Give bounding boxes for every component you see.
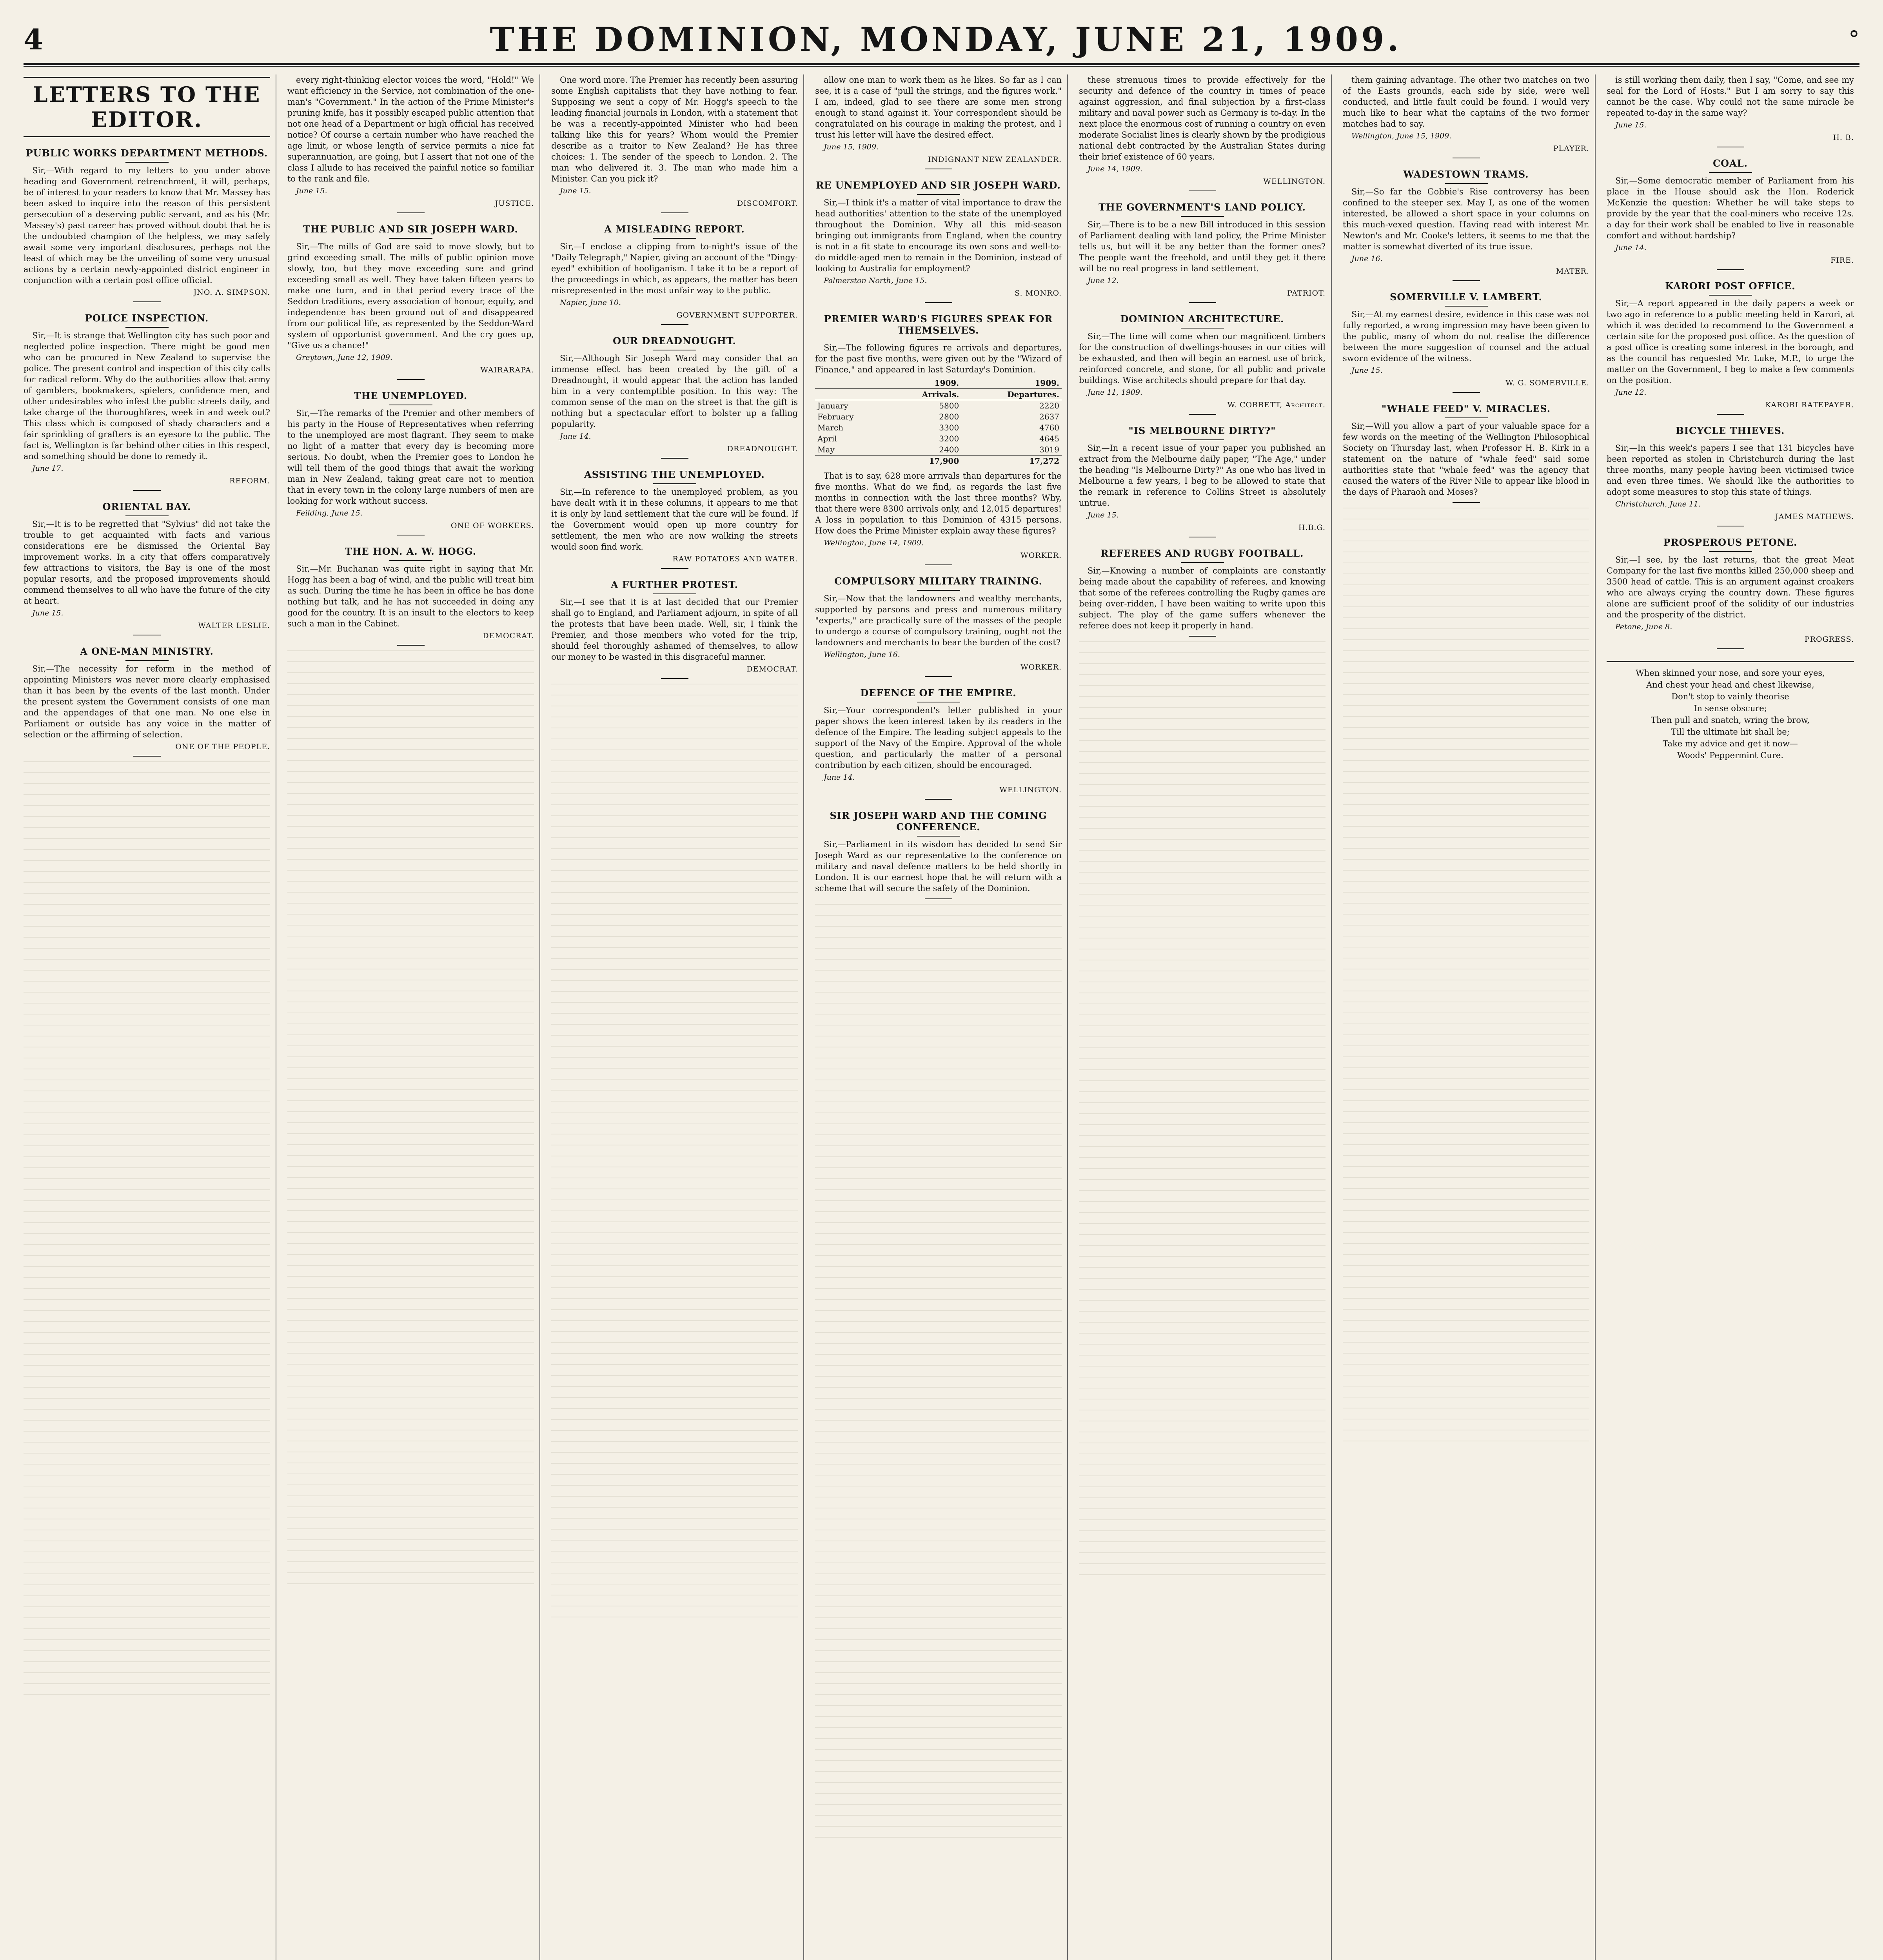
column-7 — [1607, 74, 1859, 1960]
table-row — [815, 400, 1062, 412]
column-4 — [815, 74, 1068, 1960]
letter-article — [24, 646, 270, 757]
letter-article — [551, 74, 798, 213]
letter-body: Sir,—In reference to the unemployed problem, as you have dealt with it in these columns, it appears to me that it is only by land settlement that the cure will be found. If the Government would open up more country for settlement, the men who are now walking the streets would soon find work. — [551, 487, 798, 552]
letter-signature: WORKER. — [1020, 663, 1062, 671]
letter-place-date: June 15, 1909. — [824, 143, 879, 151]
letter-place-date: June 17. — [32, 464, 64, 473]
column-3 — [551, 74, 804, 1960]
table-subheader-cell: Arrivals. — [888, 389, 961, 400]
advert-line: Take my advice and get it now— — [1663, 739, 1798, 748]
advert-line: When skinned your nose, and sore your eyes, — [1636, 668, 1825, 678]
table-total-cell: 17,272 — [961, 456, 1062, 467]
letter-body: Sir,—I think it's a matter of vital importance to draw the head authorities' attention to the state of the unemployed throughout the Dominion. Why all this mid-season bringing out immigrants from England, when the country is not in a fit state to encourage its own sons and well-to-do middle-aged men to remain in the Dominion, instead of looking to Australia for employment? — [815, 198, 1062, 273]
letter-place-date: Palmerston North, June 15. — [824, 276, 927, 285]
letter-separator — [1453, 392, 1480, 393]
arrivals-departures-table — [815, 377, 1062, 466]
letter-separator — [397, 212, 425, 213]
letter-separator — [1717, 648, 1744, 649]
letter-article — [287, 546, 534, 646]
column-text-continuation — [24, 761, 270, 1702]
letter-place-date: Feilding, June 15. — [296, 509, 363, 517]
letter-article — [24, 312, 270, 491]
letter-place-date: June 15. — [560, 187, 591, 195]
letter-place-date: June 14. — [560, 432, 591, 441]
letter-article — [551, 579, 798, 679]
letter-article — [1079, 548, 1326, 637]
letter-title: COMPULSORY MILITARY TRAINING. — [815, 575, 1062, 591]
letter-article — [1607, 537, 1854, 649]
letter-title: PROSPEROUS PETONE. — [1607, 537, 1854, 552]
letter-title: ASSISTING THE UNEMPLOYED. — [551, 469, 798, 484]
letter-article — [1079, 201, 1326, 303]
column-5 — [1079, 74, 1332, 1960]
table-subheader-cell: Departures. — [961, 389, 1062, 400]
letter-signature: FIRE. — [1830, 256, 1854, 265]
letter-signature: DISCOMFORT. — [737, 199, 798, 208]
column-text-continuation — [1079, 641, 1326, 1582]
letter-title: "WHALE FEED" V. MIRACLES. — [1343, 403, 1589, 418]
letter-title: A ONE-MAN MINISTRY. — [24, 646, 270, 661]
table-cell: 2220 — [1039, 401, 1059, 410]
letter-title: PUBLIC WORKS DEPARTMENT METHODS. — [24, 147, 270, 163]
letter-place-date: June 15. — [296, 187, 327, 195]
letter-place-date: June 15. — [1351, 366, 1383, 375]
table-cell: 2400 — [939, 445, 959, 454]
letter-body: Sir,—The mills of God are said to move slowly, but to grind exceeding small. The mills of public opinion move slowly, too, but they move exceeding sure and grind exceeding small as well. They have taken fifteen years to make one turn, and in that period every trace of the Seddon traditions, every association of honour, equity, and independence has been ground out of and disappeared from our political life, as represented by the Seddon-Ward system of opportunist government. And the cry goes up, "Give us a chance!" — [287, 242, 534, 350]
letter-body: Sir,—So far the Gobbie's Rise controversy has been confined to the steeper sex. May I, as one of the women interested, be allowed a short space in your columns on this much-vexed question. Having read with interest Mr. Newton's and Mr. Cooke's letters, it seems to me that the matter is somewhat diverted of its true issue. — [1343, 187, 1589, 251]
letter-separator — [1453, 502, 1480, 503]
letter-article — [815, 470, 1062, 565]
column-6 — [1343, 74, 1596, 1960]
table-row — [815, 433, 1062, 444]
letter-article — [1343, 403, 1589, 503]
letter-body: Sir,—Will you allow a part of your valuable space for a few words on the meeting of the Wellington Philosophical Society on Thursday last, when Professor H. B. Kirk in a statement on the nature of "whale feed" said some authorities state that "whale feed" was the agency that caused the waters of the River Nile to appear like blood in the days of Pharaoh and Moses? — [1343, 421, 1589, 497]
letter-title: OUR DREADNOUGHT. — [551, 335, 798, 350]
letter-signature: WELLINGTON. — [999, 786, 1062, 794]
letter-place-date: June 14, 1909. — [1088, 165, 1143, 173]
table-cell: March — [817, 423, 844, 432]
column-7-letters — [1607, 74, 1854, 649]
table-cell: 5800 — [939, 401, 959, 410]
letter-body: these strenuous times to provide effectively for the security and defence of the country in times of peace against aggression, and final subjection by a first-class military and naval power such as Germany is to-day. In the next place the enormous cost of running a country on even moderate Socialist lines is clearly shown by the prodigious national debt contracted by the Australian States during their brief existence of 60 years. — [1079, 75, 1326, 162]
letter-signature: KARORI RATEPAYER. — [1765, 401, 1854, 409]
table-header-cell — [815, 377, 888, 389]
letter-signature: MATER. — [1556, 267, 1589, 276]
letter-separator — [661, 458, 688, 459]
letter-article — [1343, 291, 1589, 393]
letter-separator — [397, 379, 425, 380]
table-cell: 2637 — [1039, 412, 1059, 421]
letter-separator — [1717, 414, 1744, 415]
letter-signature: S. MONRO. — [1015, 289, 1062, 298]
letter-title: DOMINION ARCHITECTURE. — [1079, 313, 1326, 328]
letter-separator — [133, 490, 161, 491]
letter-separator — [1717, 269, 1744, 270]
letter-body: every right-thinking elector voices the word, "Hold!" We want efficiency in the Service, not combination of the one-man's "Government." In the action of the Prime Minister's pruning knife, has it possibly escaped public attention that not one head of a Department or high official has received notice? Of course a certain number who have reached the age limit, or whose length of service permits a nice fat superannuation, are going, but I assert that not one of the class I allude to has received the painful notice so familiar to the rank and file. — [287, 75, 534, 183]
masthead — [24, 16, 1859, 65]
letter-separator — [133, 756, 161, 757]
letter-signature: H.B.G. — [1298, 523, 1326, 532]
letter-title: REFEREES AND RUGBY FOOTBALL. — [1079, 548, 1326, 563]
letter-article — [815, 313, 1062, 375]
letter-place-date: June 14. — [1615, 243, 1647, 252]
letter-place-date: June 12. — [1615, 388, 1647, 397]
column-text-continuation — [551, 684, 798, 1624]
letter-place-date: Napier, June 10. — [560, 298, 621, 307]
letter-signature: INDIGNANT NEW ZEALANDER. — [928, 155, 1062, 164]
letter-signature: H. B. — [1833, 133, 1854, 142]
letter-article — [1607, 280, 1854, 415]
letter-signature: WAIRARAPA. — [480, 366, 534, 374]
letter-separator — [661, 568, 688, 569]
letter-article — [287, 390, 534, 535]
table-cell: January — [817, 401, 848, 410]
letter-body: Sir,—Your correspondent's letter published in your paper shows the keen interest taken by its readers in the defence of the Empire. The leading subject appeals to the support of the Navy of the Empire. Approval of the whole question, and particularly the matter of a personal contribution by each citizen, should be encouraged. — [815, 706, 1062, 770]
letter-article — [1607, 425, 1854, 526]
letter-separator — [925, 302, 952, 303]
letter-signature: JUSTICE. — [495, 199, 534, 208]
letter-title: "IS MELBOURNE DIRTY?" — [1079, 425, 1326, 440]
advert-line: Till the ultimate hit shall be; — [1671, 727, 1790, 737]
letter-article — [1079, 74, 1326, 191]
table-cell: May — [817, 445, 835, 454]
letter-place-date: June 11, 1909. — [1088, 388, 1143, 397]
letter-article — [1607, 158, 1854, 270]
column-text-continuation — [287, 650, 534, 1591]
letter-place-date: June 15. — [1088, 511, 1119, 519]
letter-body: Sir,—Knowing a number of complaints are constantly being made about the capability of referees, and knowing that some of the referees controlling the Rugby games are being over-ridden, I have been waiting to write upon this subject. The play of the game suffers whenever the referee does not keep it properly in hand. — [1079, 566, 1326, 630]
letter-signature: GOVERNMENT SUPPORTER. — [676, 311, 798, 319]
letter-article — [815, 180, 1062, 303]
letter-signature: JNO. A. SIMPSON. — [193, 288, 270, 297]
table-subheader-row — [815, 389, 1062, 400]
letter-body: Sir,—I see that it is at last decided that our Premier shall go to England, and Parliament adjourn, in spite of all the protests that have been made. Well, sir, I think the Premier, and those members who voted for the trip, should feel thoroughly ashamed of themselves, to allow our money to be wasted in this disgraceful manner. — [551, 597, 798, 662]
letter-body: Sir,—Parliament in its wisdom has decided to send Sir Joseph Ward as our representative to the conference on military and naval defence matters to be held shortly in London. It is our earnest hope that he will return with a scheme that will secure the safety of the Dominion. — [815, 840, 1062, 893]
letter-signature: DEMOCRAT. — [483, 632, 534, 640]
letter-article — [815, 575, 1062, 677]
letter-article — [287, 223, 534, 380]
table-cell: February — [817, 412, 854, 421]
letter-signature: PROGRESS. — [1804, 635, 1854, 644]
letter-body: Sir,—It is strange that Wellington city has such poor and neglected police inspection. There might be good men who can be procured in New Zealand to supervise the police. The present control and inspection of this city calls for radical reform. Why do the authorities allow that army of gamblers, bookmakers, spielers, confidence men, and other undesirables who infest the public streets daily, and take charge of the thoroughfares, week in and week out? This class which is composed of shady characters and a fair sprinkling of grafters is an eyesore to the public. The fact is, Wellington is far behind other cities in this respect, and something should be done to remedy it. — [24, 331, 270, 461]
letter-place-date: Wellington, June 15, 1909. — [1351, 132, 1452, 140]
letter-body: Sir,—The remarks of the Premier and other members of his party in the House of Representatives when referring to the unemployed are most flagrant. They seem to make no light of a matter that every day is becoming more serious. No doubt, when the Premier goes to London he will tell them of the good things that await the working man in New Zealand, taking great care not to mention that in every town in the colony large numbers of men are looking for work without success. — [287, 408, 534, 506]
letter-place-date: Wellington, June 14, 1909. — [824, 539, 924, 547]
letter-article — [24, 501, 270, 635]
letter-place-date: Christchurch, June 11. — [1615, 500, 1701, 508]
advert-line: And chest your head and chest likewise, — [1646, 680, 1814, 690]
column-1 — [24, 74, 276, 1960]
letter-separator — [1453, 280, 1480, 281]
table-cell: 4760 — [1039, 423, 1059, 432]
letter-article — [24, 147, 270, 302]
letter-body: Sir,—I enclose a clipping from to-night's issue of the "Daily Telegraph," Napier, giving an account of the "Dingy-eyed" exhibition of hooliganism. I take it to be a report of the proceedings in which, as appears, the matter has been misrepresented in the most unfair way to the public. — [551, 242, 798, 295]
table-cell: 4645 — [1039, 434, 1059, 443]
table-body — [815, 400, 1062, 456]
letter-signature: JAMES MATHEWS. — [1775, 512, 1854, 521]
letter-title: WADESTOWN TRAMS. — [1343, 169, 1589, 184]
letter-title: KARORI POST OFFICE. — [1607, 280, 1854, 296]
letter-signature: DREADNOUGHT. — [727, 445, 798, 453]
letter-title: ORIENTAL BAY. — [24, 501, 270, 516]
letter-place-date: June 14. — [824, 773, 855, 782]
letter-signature: ONE OF WORKERS. — [450, 521, 534, 530]
letter-body: Sir,—Mr. Buchanan was quite right in saying that Mr. Hogg has been a bag of wind, and the public will treat him as such. During the time he has been in office he has done nothing but talk, and he has not succeeded in doing any good for the country. It is an insult to the electors to keep such a man in the Cabinet. — [287, 564, 534, 628]
section-heading: LETTERS TO THE EDITOR. — [24, 77, 270, 137]
column-text-continuation — [815, 904, 1062, 1845]
letter-title: RE UNEMPLOYED AND SIR JOSEPH WARD. — [815, 180, 1062, 195]
letter-title: A MISLEADING REPORT. — [551, 223, 798, 239]
table-total-cell: 17,900 — [888, 456, 961, 467]
column-text-continuation — [1343, 508, 1589, 1448]
letter-body: Sir,—In this week's papers I see that 131 bicycles have been reported as stolen in Christchurch during the last three months, many people having been victimised twice and even three times. We should like the authorities to adopt some measures to stop this state of things. — [1607, 443, 1854, 497]
letter-title: PREMIER WARD'S FIGURES SPEAK FOR THEMSELVES. — [815, 313, 1062, 340]
letter-body: Sir,—Some democratic member of Parliament from his place in the House should ask the Hon. Roderick McKenzie the question: Whether he will take steps to provide by the year that the coal-miners who receive 12s. a day for their work shall be enabled to live in reasonable comfort and without hardship? — [1607, 176, 1854, 240]
advert-line: Woods' Peppermint Cure. — [1677, 751, 1784, 760]
table-subheader-cell — [815, 389, 888, 400]
letter-signature: W. G. SOMERVILLE. — [1505, 379, 1589, 387]
letter-title: A FURTHER PROTEST. — [551, 579, 798, 594]
letter-body: Sir,—It is to be regretted that "Sylvius" did not take the trouble to get acquainted with facts and various considerations ere he dismissed the Oriental Bay improvement works. In a city that offers comparatively few attractions to visitors, the Bay is one of the most popular resorts, and the proposed improvements should commend themselves to all who have the future of the city at heart. — [24, 519, 270, 606]
letter-article — [1343, 74, 1589, 158]
column-4-letters-continued — [815, 470, 1062, 1845]
letter-separator — [661, 324, 688, 325]
letter-place-date: June 16. — [1351, 254, 1383, 263]
letter-separator — [1189, 302, 1216, 303]
table-cell: 3019 — [1039, 445, 1059, 454]
letter-article — [1343, 169, 1589, 281]
table-total-cell — [815, 456, 888, 467]
masthead-mark: ° — [1848, 26, 1859, 52]
masthead-rule — [24, 66, 1859, 67]
letter-body: Sir,—In a recent issue of your paper you published an extract from the Melbourne daily paper, "The Age," under the heading "Is Melbourne Dirty?" As one who has lived in Melbourne a few years, I beg to be allowed to state that the remark in reference to Collins Street is absolutely untrue. — [1079, 443, 1326, 508]
letter-separator — [133, 301, 161, 302]
letter-article — [551, 223, 798, 325]
letter-article — [1607, 74, 1854, 147]
letter-separator — [925, 799, 952, 800]
letter-title: BICYCLE THIEVES. — [1607, 425, 1854, 440]
letter-signature: WORKER. — [1020, 551, 1062, 560]
advert-line: In sense obscure; — [1694, 704, 1767, 713]
letter-place-date: June 15. — [1615, 121, 1647, 129]
letter-article — [815, 810, 1062, 899]
letter-signature: PLAYER. — [1553, 144, 1589, 153]
letter-title: COAL. — [1607, 158, 1854, 173]
letter-separator — [661, 212, 688, 213]
letter-body: Sir,—At my earnest desire, evidence in this case was not fully reported, a wrong impression may have been given to the public, many of whom do not realise the difference between the more suggestion of counsel and the actual sworn evidence of the witness. — [1343, 310, 1589, 363]
letter-title: DEFENCE OF THE EMPIRE. — [815, 687, 1062, 702]
letter-title: SIR JOSEPH WARD AND THE COMING CONFERENCE. — [815, 810, 1062, 837]
letter-article — [1079, 425, 1326, 537]
letter-body: Sir,—I see, by the last returns, that the great Meat Company for the last five months killed 250,000 sheep and 3500 head of cattle. This is an argument against croakers who are always crying the country down. These figures alone are sufficient proof of the solidity of our industries and the prosperity of the district. — [1607, 555, 1854, 619]
letter-place-date: June 15. — [32, 609, 64, 617]
table-cell: April — [817, 434, 837, 443]
letter-signature: DEMOCRAT. — [746, 665, 798, 673]
letter-body: Sir,—A report appeared in the daily papers a week or two ago in reference to a public meeting held in Karori, at which it was decided to recommend to the Government a certain site for the proposed post office. As the question of a post office is creating some interest in the borough, and as the council has requested Mr. Luke, M.P., to urge the matter on the Government, I beg to make a few comments on the position. — [1607, 299, 1854, 385]
letter-body: Sir,—There is to be a new Bill introduced in this session of Parliament dealing with land policy, the Prime Minister tells us, but will it be any better than the former ones? The people want the freehold, and until they get it there will be no real progress in land settlement. — [1079, 220, 1326, 273]
letter-article — [551, 469, 798, 569]
letter-signature: RAW POTATOES AND WATER. — [672, 555, 798, 563]
letter-signature: ONE OF THE PEOPLE. — [175, 742, 270, 751]
table-cell: 3300 — [939, 423, 959, 432]
letter-title: THE HON. A. W. HOGG. — [287, 546, 534, 561]
newspaper-title: THE DOMINION, MONDAY, JUNE 21, 1909. — [490, 20, 1402, 59]
letter-separator — [1189, 636, 1216, 637]
letter-body: Sir,—The following figures re arrivals and departures, for the past five months, were given out by the "Wizard of Finance," and appeared in last Saturday's Dominion. — [815, 343, 1062, 374]
letter-separator — [661, 678, 688, 679]
letter-body: is still working them daily, then I say, "Come, and see my seal for the Lord of Hosts." But I am sorry to say this cannot be the case. Why could not the same miracle be repeated to-day in the same way? — [1607, 75, 1854, 118]
letter-place-date: Petone, June 8. — [1615, 622, 1672, 631]
table-cell: 2800 — [939, 412, 959, 421]
letter-body: Sir,—Now that the landowners and wealthy merchants, supported by parsons and press and numerous military "experts," are practically sure of the masses of the people to undergo a course of compulsory training, ought not the landowners and merchants to bear the burden of the cost? — [815, 594, 1062, 647]
letter-title: THE GOVERNMENT'S LAND POLICY. — [1079, 201, 1326, 217]
letter-body: One word more. The Premier has recently been assuring some English capitalists that they have nothing to fear. Supposing we sent a copy of Mr. Hogg's speech to the leading financial journals in London, with a statement that he was a recently-appointed Minister who had been talking like this for years? Whom would the Premier describe as a traitor to New Zealand? He has three choices: 1. The sender of the speech to London. 2. The man who delivered it. 3. The man who made him a Minister. Can you pick it? — [551, 75, 798, 183]
table-header-row — [815, 377, 1062, 389]
letter-title: THE PUBLIC AND SIR JOSEPH WARD. — [287, 223, 534, 239]
letter-place-date: Wellington, June 16. — [824, 650, 900, 659]
table-header-cell: 1909. — [961, 377, 1062, 389]
table-cell: 3200 — [939, 434, 959, 443]
advert-line: Don't stop to vainly theorise — [1671, 692, 1789, 701]
letter-body: That is to say, 628 more arrivals than departures for the five months. What do we find, as regards the last five months in connection with the last three months? Why, that there were 8300 arrivals only, and 12,015 departures! A loss in population to this Dominion of 4315 persons. How does the Prime Minister explain away these figures? — [815, 471, 1062, 535]
letter-signature: W. CORBETT, Architect. — [1227, 401, 1326, 409]
table-row — [815, 411, 1062, 422]
column-4-letters — [815, 74, 1062, 375]
table-total-row — [815, 456, 1062, 467]
column-2 — [287, 74, 540, 1960]
letter-article — [815, 74, 1062, 169]
letter-title: POLICE INSPECTION. — [24, 312, 270, 328]
letter-separator — [925, 898, 952, 899]
letter-signature: REFORM. — [229, 477, 270, 485]
letter-title: THE UNEMPLOYED. — [287, 390, 534, 405]
letter-signature: PATRIOT. — [1287, 289, 1326, 298]
letter-body: Sir,—The necessity for reform in the method of appointing Ministers was never more clearly emphasised than it has been by the events of the last month. Under the present system the Government consists of one man and the appendages of that one man. No one else in Parliament or outside has any voice in the matter of selection or the affirming of selection. — [24, 664, 270, 739]
table-row — [815, 422, 1062, 433]
letter-article — [1079, 313, 1326, 415]
letter-separator — [925, 676, 952, 677]
letter-article — [287, 74, 534, 213]
letter-separator — [1189, 414, 1216, 415]
table-header-cell: 1909. — [888, 377, 961, 389]
table-row — [815, 444, 1062, 456]
letter-body: Sir,—With regard to my letters to you under above heading and Government retrenchment, it will, perhaps, be of interest to your readers to know that Mr. Massey has been asked to inquire into the reason of this persistent persecution of a deserving public servant, and as his (Mr. Massey's) past career has proved without doubt that he is the undoubted champion of the helpless, we may safely await some very important disclosures, perhaps not the least of which may be the unveiling of some very unusual actions by a certain newly-appointed district engineer in conjunction with a certain post office official. — [24, 166, 270, 285]
letter-title: SOMERVILLE V. LAMBERT. — [1343, 291, 1589, 307]
letter-article — [815, 687, 1062, 800]
letter-article — [551, 335, 798, 459]
letter-separator — [397, 645, 425, 646]
page-number: 4 — [24, 22, 44, 56]
advert-line: Then pull and snatch, wring the brow, — [1651, 715, 1810, 725]
letter-signature: WELLINGTON. — [1263, 177, 1326, 186]
letter-body: allow one man to work them as he likes. So far as I can see, it is a case of "pull the strings, and the figures work." I am, indeed, glad to see there are some men strong enough to stand against it. Your correspondent should be congratulated on his courage in making the protest, and I trust his letter will have the desired effect. — [815, 75, 1062, 140]
letter-separator — [925, 564, 952, 565]
columns — [24, 74, 1859, 1960]
letter-place-date: June 12. — [1088, 276, 1119, 285]
letter-body: them gaining advantage. The other two matches on two of the Easts grounds, each side by side, were well conducted, and little fault could be found. I would very much like to hear what the captains of the two former matches had to say. — [1343, 75, 1589, 129]
letter-body: Sir,—The time will come when our magnificent timbers for the construction of dwellings-houses in our cities will be exhausted, and then will begin an earnest use of brick, reinforced concrete, and stone, for all public and private buildings. Wise architects should prepare for that day. — [1079, 332, 1326, 385]
letter-place-date: Greytown, June 12, 1909. — [296, 353, 392, 362]
letter-signature: WALTER LESLIE. — [198, 621, 270, 630]
advertisement — [1607, 661, 1854, 761]
letter-body: Sir,—Although Sir Joseph Ward may consider that an immense effect has been created by the gift of a Dreadnought, it would appear that the action has landed him in a very contemptible position. In this way: The common sense of the man on the street is that the gift is nothing but a spectacular effort to bolster up a falling popularity. — [551, 354, 798, 429]
